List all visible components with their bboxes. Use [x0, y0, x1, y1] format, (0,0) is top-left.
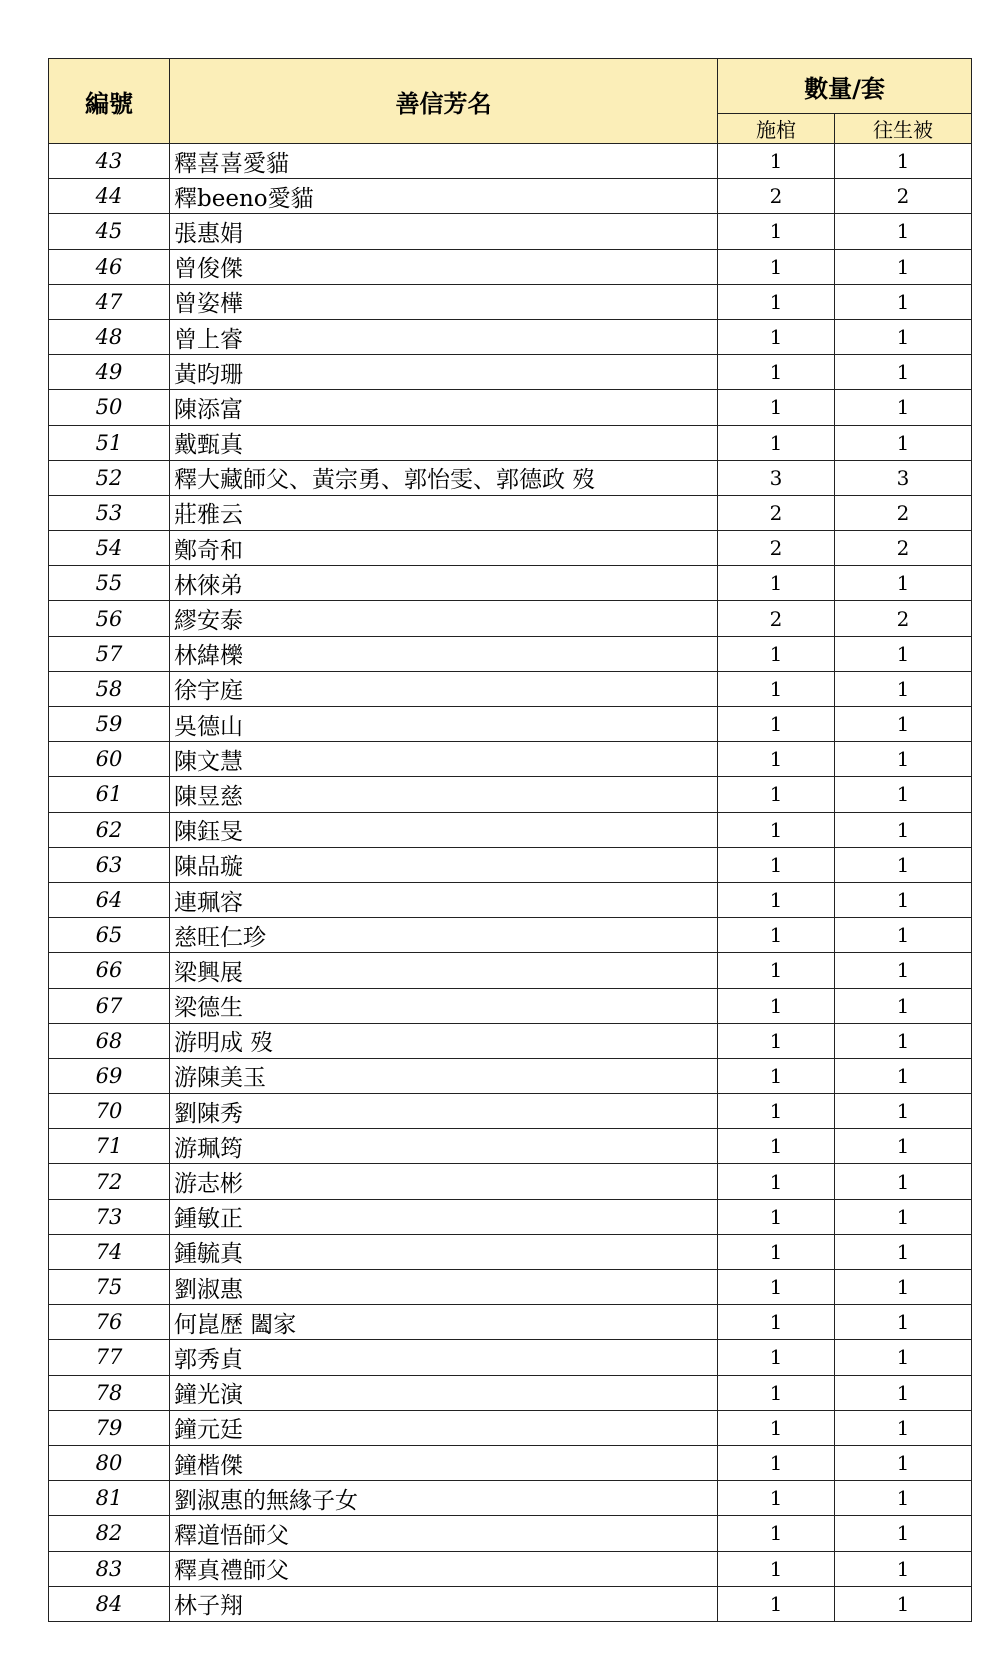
table-row — [49, 882, 972, 917]
row-number: 72 — [49, 1164, 170, 1199]
row-number: 82 — [49, 1516, 170, 1551]
shroud-count: 1 — [835, 882, 972, 917]
table-row — [49, 531, 972, 566]
shroud-count: 1 — [835, 1234, 972, 1269]
row-number: 67 — [49, 988, 170, 1023]
donor-table — [48, 58, 972, 1622]
row-number: 60 — [49, 742, 170, 777]
header-quantity: 數量/套 — [718, 59, 972, 114]
coffin-count: 1 — [718, 777, 835, 812]
shroud-count: 1 — [835, 988, 972, 1023]
row-number: 52 — [49, 460, 170, 495]
donor-name: 游明成 歿 — [170, 1023, 718, 1058]
row-number: 78 — [49, 1375, 170, 1410]
table-row — [49, 1586, 972, 1621]
shroud-count: 1 — [835, 742, 972, 777]
table-row — [49, 1410, 972, 1445]
table-row — [49, 601, 972, 636]
shroud-count: 1 — [835, 707, 972, 742]
table-row — [49, 636, 972, 671]
donor-name: 陳添富 — [170, 390, 718, 425]
coffin-count: 1 — [718, 1234, 835, 1269]
table-row — [49, 1270, 972, 1305]
row-number: 71 — [49, 1129, 170, 1164]
table-row — [49, 1094, 972, 1129]
donor-name: 繆安泰 — [170, 601, 718, 636]
shroud-count: 1 — [835, 918, 972, 953]
shroud-count: 1 — [835, 390, 972, 425]
row-number: 49 — [49, 355, 170, 390]
coffin-count: 1 — [718, 1199, 835, 1234]
row-number: 83 — [49, 1551, 170, 1586]
donor-name: 林徠弟 — [170, 566, 718, 601]
row-number: 53 — [49, 495, 170, 530]
table-row — [49, 1023, 972, 1058]
coffin-count: 1 — [718, 742, 835, 777]
table-row — [49, 847, 972, 882]
row-number: 50 — [49, 390, 170, 425]
donor-name: 黃昀珊 — [170, 355, 718, 390]
coffin-count: 1 — [718, 1586, 835, 1621]
coffin-count: 1 — [718, 1094, 835, 1129]
table-row — [49, 671, 972, 706]
table-row — [49, 1340, 972, 1375]
row-number: 84 — [49, 1586, 170, 1621]
coffin-count: 1 — [718, 988, 835, 1023]
donor-name: 鄭奇和 — [170, 531, 718, 566]
row-number: 73 — [49, 1199, 170, 1234]
donor-name: 戴甄真 — [170, 425, 718, 460]
donor-name: 陳鈺旻 — [170, 812, 718, 847]
shroud-count: 1 — [835, 1305, 972, 1340]
shroud-count: 1 — [835, 636, 972, 671]
table-row — [49, 1305, 972, 1340]
table-row — [49, 1481, 972, 1516]
table-row — [49, 425, 972, 460]
shroud-count: 1 — [835, 1551, 972, 1586]
row-number: 54 — [49, 531, 170, 566]
shroud-count: 1 — [835, 1129, 972, 1164]
header-coffin: 施棺 — [718, 114, 835, 144]
coffin-count: 1 — [718, 1305, 835, 1340]
donor-name: 釋道悟師父 — [170, 1516, 718, 1551]
row-number: 47 — [49, 284, 170, 319]
table-row — [49, 777, 972, 812]
table-row — [49, 707, 972, 742]
coffin-count: 2 — [718, 531, 835, 566]
shroud-count: 1 — [835, 1094, 972, 1129]
donor-name: 陳文慧 — [170, 742, 718, 777]
donor-name: 何崑歷 闔家 — [170, 1305, 718, 1340]
shroud-count: 1 — [835, 249, 972, 284]
row-number: 63 — [49, 847, 170, 882]
row-number: 77 — [49, 1340, 170, 1375]
table-row — [49, 390, 972, 425]
donor-name: 梁興展 — [170, 953, 718, 988]
shroud-count: 1 — [835, 671, 972, 706]
coffin-count: 1 — [718, 566, 835, 601]
table-row — [49, 144, 972, 179]
table-row — [49, 1058, 972, 1093]
coffin-count: 1 — [718, 953, 835, 988]
coffin-count: 3 — [718, 460, 835, 495]
table-row — [49, 495, 972, 530]
shroud-count: 1 — [835, 1516, 972, 1551]
donor-name: 林緯櫟 — [170, 636, 718, 671]
donor-name: 游珮筠 — [170, 1129, 718, 1164]
table-row — [49, 812, 972, 847]
row-number: 64 — [49, 882, 170, 917]
donor-name: 鐘光演 — [170, 1375, 718, 1410]
coffin-count: 1 — [718, 812, 835, 847]
coffin-count: 1 — [718, 1516, 835, 1551]
coffin-count: 1 — [718, 918, 835, 953]
table-row — [49, 953, 972, 988]
coffin-count: 1 — [718, 1375, 835, 1410]
donor-name: 鐘元廷 — [170, 1410, 718, 1445]
row-number: 48 — [49, 319, 170, 354]
coffin-count: 1 — [718, 284, 835, 319]
shroud-count: 1 — [835, 1058, 972, 1093]
table-row — [49, 284, 972, 319]
donor-name: 釋真禮師父 — [170, 1551, 718, 1586]
donor-name: 游志彬 — [170, 1164, 718, 1199]
coffin-count: 1 — [718, 882, 835, 917]
shroud-count: 2 — [835, 531, 972, 566]
coffin-count: 1 — [718, 847, 835, 882]
donor-name: 張惠娟 — [170, 214, 718, 249]
shroud-count: 1 — [835, 1410, 972, 1445]
shroud-count: 1 — [835, 953, 972, 988]
table-row — [49, 214, 972, 249]
donor-name: 吳德山 — [170, 707, 718, 742]
row-number: 69 — [49, 1058, 170, 1093]
coffin-count: 2 — [718, 179, 835, 214]
coffin-count: 1 — [718, 144, 835, 179]
coffin-count: 1 — [718, 1340, 835, 1375]
row-number: 66 — [49, 953, 170, 988]
shroud-count: 2 — [835, 495, 972, 530]
row-number: 45 — [49, 214, 170, 249]
donor-name: 劉陳秀 — [170, 1094, 718, 1129]
shroud-count: 1 — [835, 566, 972, 601]
table-row — [49, 179, 972, 214]
coffin-count: 1 — [718, 214, 835, 249]
donor-name: 曾俊傑 — [170, 249, 718, 284]
table-row — [49, 988, 972, 1023]
coffin-count: 1 — [718, 1023, 835, 1058]
row-number: 76 — [49, 1305, 170, 1340]
coffin-count: 1 — [718, 636, 835, 671]
donor-table-sheet — [48, 58, 971, 1622]
shroud-count: 1 — [835, 1164, 972, 1199]
coffin-count: 1 — [718, 1481, 835, 1516]
donor-name: 鍾敏正 — [170, 1199, 718, 1234]
coffin-count: 1 — [718, 1129, 835, 1164]
table-row — [49, 566, 972, 601]
donor-name: 慈旺仁珍 — [170, 918, 718, 953]
row-number: 62 — [49, 812, 170, 847]
shroud-count: 1 — [835, 1375, 972, 1410]
table-row — [49, 1445, 972, 1480]
donor-name: 游陳美玉 — [170, 1058, 718, 1093]
donor-name: 林子翔 — [170, 1586, 718, 1621]
donor-name: 鍾毓真 — [170, 1234, 718, 1269]
table-row — [49, 249, 972, 284]
table-row — [49, 918, 972, 953]
row-number: 75 — [49, 1270, 170, 1305]
donor-name: 曾姿樺 — [170, 284, 718, 319]
row-number: 61 — [49, 777, 170, 812]
coffin-count: 1 — [718, 355, 835, 390]
row-number: 68 — [49, 1023, 170, 1058]
shroud-count: 1 — [835, 847, 972, 882]
donor-name: 釋beeno愛貓 — [170, 179, 718, 214]
table-row — [49, 742, 972, 777]
row-number: 74 — [49, 1234, 170, 1269]
table-row — [49, 460, 972, 495]
donor-name: 連珮容 — [170, 882, 718, 917]
row-number: 51 — [49, 425, 170, 460]
coffin-count: 1 — [718, 390, 835, 425]
shroud-count: 1 — [835, 1586, 972, 1621]
coffin-count: 1 — [718, 1164, 835, 1199]
table-row — [49, 319, 972, 354]
row-number: 79 — [49, 1410, 170, 1445]
coffin-count: 1 — [718, 425, 835, 460]
shroud-count: 1 — [835, 355, 972, 390]
coffin-count: 1 — [718, 249, 835, 284]
row-number: 70 — [49, 1094, 170, 1129]
donor-name: 陳品璇 — [170, 847, 718, 882]
donor-name: 鐘楷傑 — [170, 1445, 718, 1480]
table-row — [49, 1199, 972, 1234]
coffin-count: 1 — [718, 1445, 835, 1480]
shroud-count: 1 — [835, 1199, 972, 1234]
shroud-count: 1 — [835, 284, 972, 319]
row-number: 80 — [49, 1445, 170, 1480]
table-row — [49, 1129, 972, 1164]
shroud-count: 1 — [835, 1023, 972, 1058]
row-number: 56 — [49, 601, 170, 636]
row-number: 65 — [49, 918, 170, 953]
coffin-count: 1 — [718, 1410, 835, 1445]
table-row — [49, 1551, 972, 1586]
shroud-count: 1 — [835, 1481, 972, 1516]
coffin-count: 2 — [718, 495, 835, 530]
shroud-count: 3 — [835, 460, 972, 495]
row-number: 57 — [49, 636, 170, 671]
row-number: 81 — [49, 1481, 170, 1516]
coffin-count: 1 — [718, 319, 835, 354]
shroud-count: 1 — [835, 319, 972, 354]
row-number: 46 — [49, 249, 170, 284]
donor-name: 徐宇庭 — [170, 671, 718, 706]
shroud-count: 1 — [835, 1340, 972, 1375]
table-header — [49, 59, 972, 144]
row-number: 44 — [49, 179, 170, 214]
shroud-count: 1 — [835, 777, 972, 812]
donor-name: 曾上睿 — [170, 319, 718, 354]
coffin-count: 1 — [718, 1058, 835, 1093]
shroud-count: 1 — [835, 144, 972, 179]
shroud-count: 1 — [835, 425, 972, 460]
donor-name: 陳昱慈 — [170, 777, 718, 812]
shroud-count: 1 — [835, 1270, 972, 1305]
coffin-count: 2 — [718, 601, 835, 636]
donor-name: 梁德生 — [170, 988, 718, 1023]
donor-name: 劉淑惠 — [170, 1270, 718, 1305]
table-row — [49, 1516, 972, 1551]
shroud-count: 1 — [835, 214, 972, 249]
coffin-count: 1 — [718, 707, 835, 742]
row-number: 59 — [49, 707, 170, 742]
coffin-count: 1 — [718, 671, 835, 706]
shroud-count: 1 — [835, 1445, 972, 1480]
row-number: 43 — [49, 144, 170, 179]
table-row — [49, 1234, 972, 1269]
donor-name: 莊雅云 — [170, 495, 718, 530]
donor-name: 釋大藏師父、黃宗勇、郭怡雯、郭德政 歿 — [170, 460, 718, 495]
donor-name: 劉淑惠的無緣子女 — [170, 1481, 718, 1516]
donor-name: 釋喜喜愛貓 — [170, 144, 718, 179]
table-row — [49, 355, 972, 390]
row-number: 55 — [49, 566, 170, 601]
table-row — [49, 1375, 972, 1410]
header-id: 編號 — [49, 59, 170, 144]
row-number: 58 — [49, 671, 170, 706]
shroud-count: 2 — [835, 601, 972, 636]
table-row — [49, 1164, 972, 1199]
header-shroud: 往生被 — [835, 114, 972, 144]
shroud-count: 2 — [835, 179, 972, 214]
coffin-count: 1 — [718, 1270, 835, 1305]
coffin-count: 1 — [718, 1551, 835, 1586]
table-body — [49, 144, 972, 1622]
donor-name: 郭秀貞 — [170, 1340, 718, 1375]
header-name: 善信芳名 — [170, 59, 718, 144]
shroud-count: 1 — [835, 812, 972, 847]
